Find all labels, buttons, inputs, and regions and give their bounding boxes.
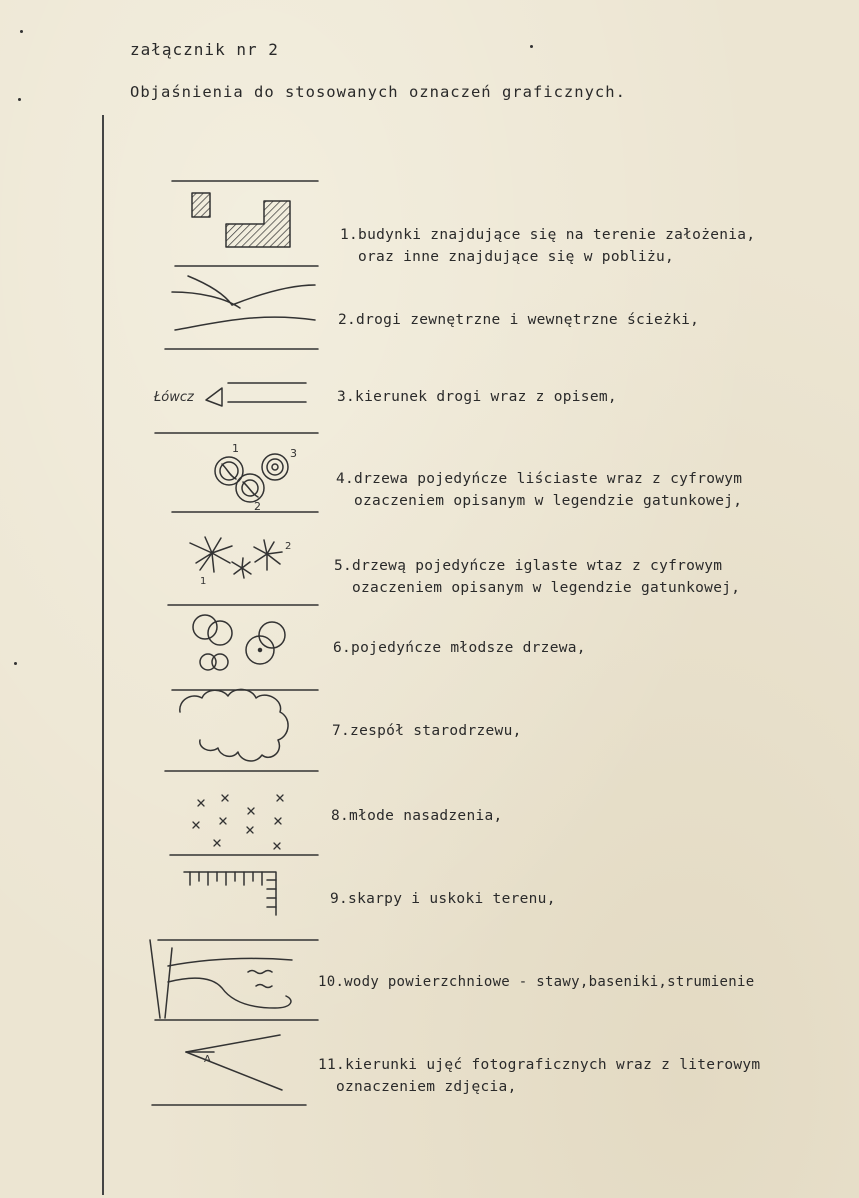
coniferous-trees-symbol — [190, 537, 282, 578]
page-title: Objaśnienia do stosowanych oznaczeń graficznych. — [130, 83, 626, 101]
legend-item: 9.skarpy i uskoki terenu, — [330, 891, 556, 907]
legend-item: 10.wody powierzchniowe - stawy,baseniki,strumienie — [318, 974, 755, 990]
young-trees-symbol — [193, 615, 285, 670]
roads-symbol — [172, 276, 315, 330]
legend-item: 5.drzewą pojedyńcze iglaste wtaz z cyfrowym ozaczeniem opisanym w legendzie gatunkowej, — [334, 558, 741, 596]
legend-item: 6.pojedyńcze młodsze drzewa, — [333, 640, 586, 656]
photo-direction-symbol — [186, 1035, 282, 1090]
conifer-number-2: 2 — [285, 541, 292, 552]
legend-item: 2.drogi zewnętrzne i wewnętrzne ścieżki, — [338, 312, 700, 328]
buildings-symbol — [192, 193, 290, 247]
legend-item: 11.kierunki ujęć fotograficznych wraz z literowym oznaczeniem zdjęcia, — [318, 1057, 761, 1095]
deciduous-trees-symbol — [215, 454, 288, 502]
water-reeds-icon — [150, 940, 172, 1018]
surface-water-symbol — [168, 958, 292, 1008]
legend-item: 1.budynki znajdujące się na terenie założenia, oraz inne znajdujące się w pobliżu, — [340, 227, 756, 265]
paper-speck — [14, 662, 17, 665]
conifer-number-1: 1 — [200, 576, 207, 587]
legend-item: 4.drzewa pojedyńcze liściaste wraz z cyfrowym ozaczeniem opisanym w legendzie gatunkowej, — [336, 471, 743, 509]
paper-speck — [18, 98, 21, 101]
old-tree-group-symbol — [180, 689, 288, 761]
legend-item: 7.zespół starodrzewu, — [332, 723, 522, 739]
photo-letter: A — [204, 1054, 211, 1065]
road-direction-symbol — [206, 383, 306, 406]
paper-speck — [530, 45, 533, 48]
paper-speck — [20, 30, 23, 33]
young-plantings-symbol — [193, 795, 283, 849]
tree-number-3: 3 — [290, 447, 297, 460]
legend-item: 3.kierunek drogi wraz z opisem, — [337, 389, 617, 405]
escarpment-symbol — [184, 872, 276, 915]
tree-number-2: 2 — [254, 500, 261, 513]
direction-label: Łówcz — [154, 390, 194, 405]
tree-number-1: 1 — [232, 442, 239, 455]
attachment-number: załącznik nr 2 — [130, 40, 279, 59]
legend-item: 8.młode nasadzenia, — [331, 808, 503, 824]
